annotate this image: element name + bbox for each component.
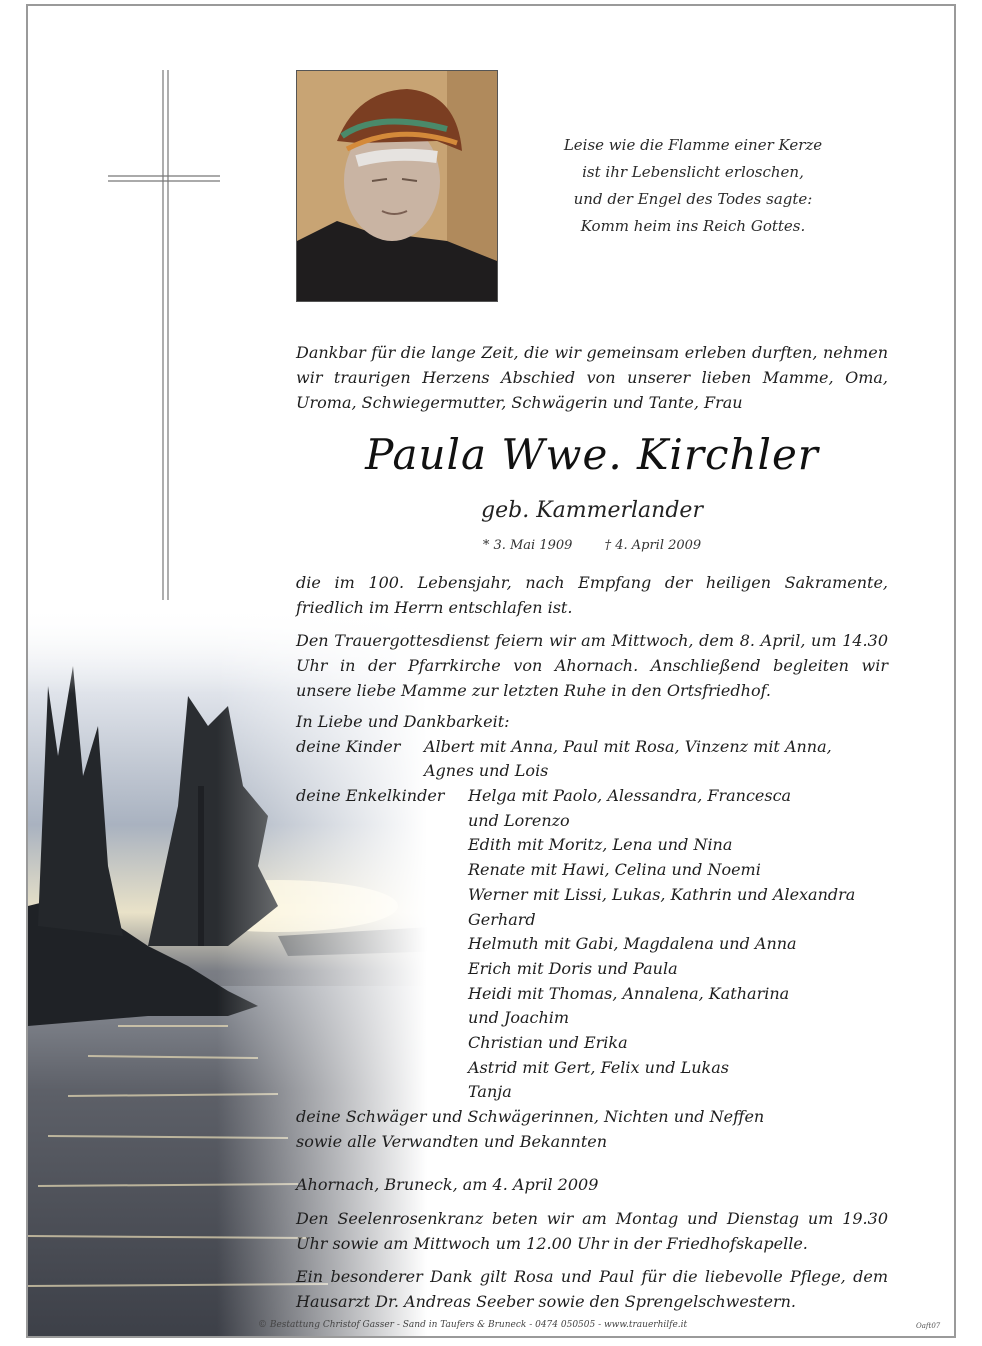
intro-text: Dankbar für die lange Zeit, die wir gemeinsam erleben durften, nehmen wir traurigen Herzens Abschied von unserer lieben Mamme, Oma, Uroma, Schwiegermutter, Schwägerin und Tante, Frau bbox=[296, 343, 888, 412]
obituary-card bbox=[26, 4, 956, 1338]
children-names: Albert mit Anna, Paul mit Rosa, Vinzenz mit Anna, bbox=[424, 736, 832, 756]
grandchild-entry: Astrid mit Gert, Felix und Lukas bbox=[468, 1057, 729, 1077]
grandchild-entry: und Lorenzo bbox=[468, 810, 570, 830]
thanks-text: Ein besonderer Dank gilt Rosa und Paul für die liebevolle Pflege, dem Hausarzt Dr. Andreas Seeber sowie den Sprengelschwestern. bbox=[296, 1267, 888, 1311]
poem-line: Komm heim ins Reich Gottes. bbox=[580, 217, 806, 235]
poem-line: und der Engel des Todes sagte: bbox=[573, 190, 813, 208]
poem bbox=[508, 132, 878, 240]
portrait-photo bbox=[296, 70, 498, 302]
grandchildren-row bbox=[296, 932, 888, 957]
grandchildren-row bbox=[296, 1056, 888, 1081]
relatives-line: sowie alle Verwandten und Bekannten bbox=[296, 1131, 608, 1151]
footer-credit: © Bestattung Christof Gasser - Sand in Taufers & Bruneck - 0474 050505 - www.trauerhilfe.it bbox=[258, 1320, 688, 1330]
grandchildren-row bbox=[296, 784, 888, 809]
grandchild-entry: Gerhard bbox=[468, 909, 536, 929]
cross-icon bbox=[108, 70, 224, 610]
grandchild-entry: Tanja bbox=[468, 1082, 512, 1102]
children-row bbox=[296, 735, 888, 760]
grandchild-entry: Erich mit Doris und Paula bbox=[468, 958, 678, 978]
maiden-name: geb. Kammerlander bbox=[481, 498, 703, 523]
grandchild-entry: und Joachim bbox=[468, 1008, 570, 1028]
grandchildren-row bbox=[296, 1006, 888, 1031]
poem-line: Leise wie die Flamme einer Kerze bbox=[563, 136, 823, 154]
place-date: Ahornach, Bruneck, am 4. April 2009 bbox=[296, 1175, 599, 1194]
deceased-name: Paula Wwe. Kirchler bbox=[365, 430, 819, 479]
inlaws-line: deine Schwäger und Schwägerinnen, Nichten und Neffen bbox=[296, 1107, 765, 1126]
grandchildren-row bbox=[296, 883, 888, 908]
poem-line: ist ihr Lebenslicht erloschen, bbox=[582, 163, 804, 181]
rosary-text: Den Seelenrosenkranz beten wir am Montag und Dienstag um 19.30 Uhr sowie am Mittwoch um 12.00 Uhr in der Friedhofskapelle. bbox=[296, 1209, 888, 1253]
service-text: Den Trauergottesdienst feiern wir am Mittwoch, dem 8. April, um 14.30 Uhr in der Pfarrkirche von Ahornach. Anschließend begleiten wir unsere liebe Mamme zur letzten Ruhe in den Ortsfriedhof. bbox=[296, 631, 888, 700]
children-label: deine Kinder bbox=[296, 736, 401, 756]
children-names: Agnes und Lois bbox=[424, 761, 549, 781]
document-code: Oaft07 bbox=[916, 1322, 941, 1330]
grandchild-entry: Christian und Erika bbox=[468, 1032, 628, 1052]
grandchild-entry: Renate mit Hawi, Celina und Noemi bbox=[468, 860, 761, 880]
grandchildren-row bbox=[296, 957, 888, 982]
grandchildren-row bbox=[296, 1031, 888, 1056]
mourners-list bbox=[296, 710, 888, 1154]
grandchild-entry: Edith mit Moritz, Lena und Nina bbox=[468, 835, 733, 855]
grandchildren-row bbox=[296, 858, 888, 883]
grandchild-entry: Heidi mit Thomas, Annalena, Katharina bbox=[468, 983, 790, 1003]
grandchildren-row bbox=[296, 908, 888, 933]
grandchild-entry: Werner mit Lissi, Lukas, Kathrin und Alexandra bbox=[468, 884, 856, 904]
grandchild-entry: Helga mit Paolo, Alessandra, Francesca bbox=[468, 786, 792, 806]
grandchildren-row bbox=[296, 1080, 888, 1105]
grandchildren-row bbox=[296, 982, 888, 1007]
mourners-heading: In Liebe und Dankbarkeit: bbox=[296, 712, 510, 731]
grandchildren-label: deine Enkelkinder bbox=[296, 786, 445, 806]
life-dates bbox=[296, 538, 888, 553]
grandchild-entry: Helmuth mit Gabi, Magdalena und Anna bbox=[468, 934, 797, 954]
death-date: † 4. April 2009 bbox=[604, 538, 702, 553]
grandchildren-row bbox=[296, 809, 888, 834]
birth-date: * 3. Mai 1909 bbox=[482, 538, 573, 553]
passing-text: die im 100. Lebensjahr, nach Empfang der heiligen Sakramente, friedlich im Herrn entschlafen ist. bbox=[296, 573, 888, 617]
grandchildren-row bbox=[296, 833, 888, 858]
children-row bbox=[296, 759, 888, 784]
